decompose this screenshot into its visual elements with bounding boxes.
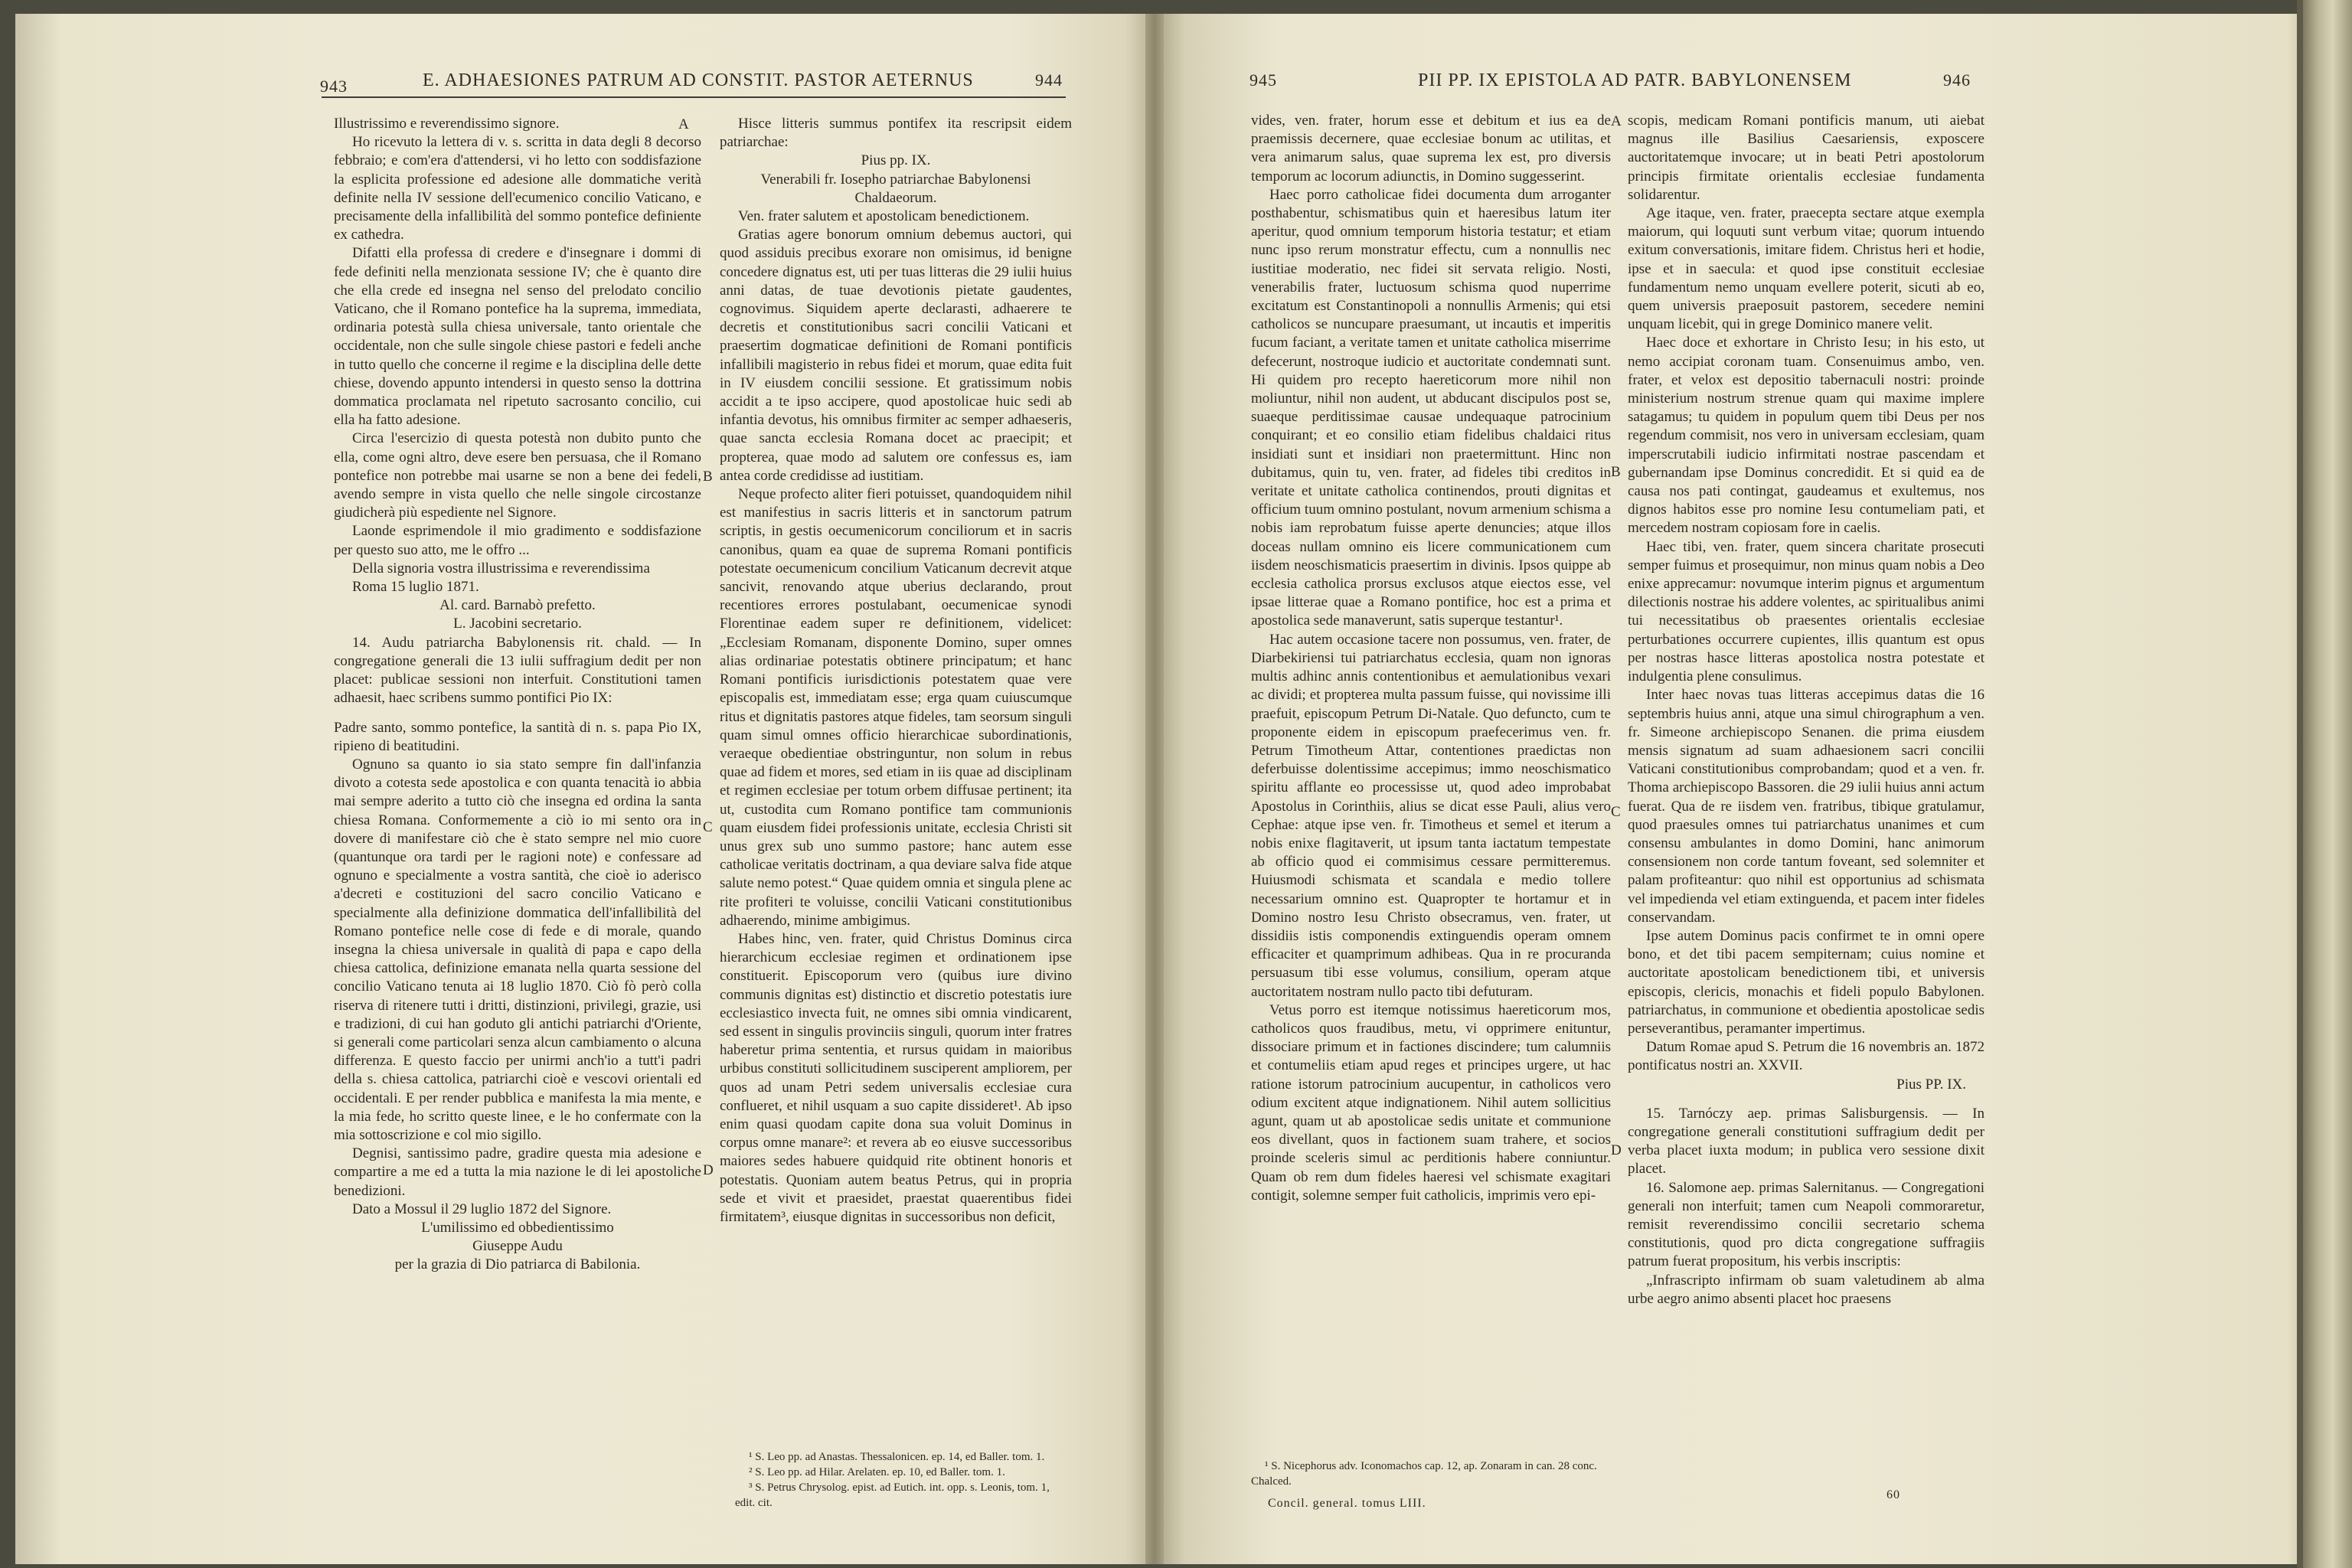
paragraph: vides, ven. frater, horum esse et debitum et ius ea de praemissis decernere, quae ecclesiae bonum ac utilitas, et vera animarum salus, quae suprema lex est, pro diversis temporum ac locorum adiunctis, in Domino suggesserint. — [1251, 113, 1611, 185]
page-edge-shadow — [2297, 0, 2303, 1568]
book-gutter — [1145, 14, 1164, 1564]
date-line: Dato a Mossul il 29 luglio 1872 del Signore. — [352, 1200, 612, 1217]
paragraph: Circa l'esercizio di questa potestà non dubito punto che ella, come ogni altro, deve esere ben persuasa, che il Romano pontefice non potrebbe mai usarne se non a bene dei fedeli, avendo sempre in vista quello che nelle singole circostanze giudicherà più espediente nel Signore. — [334, 430, 701, 521]
salutation: Illustrissimo e reverendissimo signore. — [334, 116, 560, 132]
section-16: 16. Salomone aep. primas Salernitanus. — Congregationi generali non interfuit; tamen cum Neapoli commoraretur, remisit reverendissimo concilii secretario schema constitutionis, quod pro dicta congregatione suffragiis patrum fuerat propositum, his verbis inscriptis: — [1628, 1179, 1984, 1270]
closing-line: L'umilissimo ed obbedientissimo — [421, 1219, 614, 1236]
margin-letter-a: A — [1611, 113, 1622, 129]
page-number-944: 944 — [1035, 70, 1063, 90]
paragraph: Ognuno sa quanto io sia stato sempre fin dall'infanzia divoto a cotesta sede apostolica e con quanta tenacità io abbia mai sempre aderito a tutto ciò che insegna ed ordina la santa chiesa Romana. Conformemente a ciò io mi sento ora in dovere di manifestare ciò che è stato sempre nel mio cuore (quantunque ora tardi per le ragioni note) e confessare ad ognuno e specialmente a vostra santità, che cioè io aderisco a'decreti e costituzioni del sacro concilio Vaticano e specialmente alla definizione dommatica dell'infallibilità del Romano pontefice nelle cose di fede e di morale, quando insegna la chiesa universale in qualità di papa e capo della chiesa cattolica, definizione emanata nella quarta sessione del concilio Vaticano tenuta ai 18 luglio 1870. Ciò fò però colla riserva di ritenere tutti i dritti, distinzioni, privilegi, grazie, usi e tradizioni, di cui han goduto gli antichi patriarchi d'Oriente, si generali come particolari senza alcun cambiamento o alcuna differenza. E questo faccio per unirmi anch'io a tutt'i padri della s. chiesa cattolica, patriarchi cioè e vescovi orientali ed occidentali. E per render pubblica e manifesta la mia mente, e la mia fede, ho scritto queste linee, e le ho confermate con la mia sottoscrizione e col mio sigillo. — [334, 756, 701, 1143]
margin-letter-c: C — [703, 819, 713, 835]
section-14: 14. Audu patriarcha Babylonensis rit. chald. — In congregatione generali die 13 iulii suffragium dedit per non placet: publicae sessioni non interfuit. Constitutioni tamen adhaesit, haec scribens summo pontifici Pio IX: — [334, 634, 701, 707]
margin-letter-d: D — [1611, 1142, 1622, 1158]
papal-name: Pius pp. IX. — [861, 152, 931, 169]
paragraph: Hisce litteris summus pontifex ita rescripsit eidem patriarchae: — [720, 116, 1072, 151]
signatory-name: Giuseppe Audu — [472, 1238, 563, 1255]
left-page-column-2 — [720, 115, 1072, 1227]
paragraph: scopis, medicam Romani pontificis manum, uti aiebat magnus ille Basilius Caesariensis, exposcere auctoritatemque invocare; ut in beati Petri apostolorum principis firmitate orientalis ecclesiae fundamenta solidarentur. — [1628, 113, 1984, 203]
footnotes-right — [1251, 1459, 1611, 1489]
margin-letter-b: B — [1611, 464, 1621, 480]
page-number-945: 945 — [1250, 70, 1277, 90]
sheet-number: 60 — [1886, 1488, 1900, 1501]
date-line: Roma 15 luglio 1871. — [352, 579, 479, 596]
signatory: L. Jacobini secretario. — [453, 616, 582, 632]
paragraph: Haec tibi, ven. frater, quem sincera charitate prosecuti semper fuimus et prosequimur, non minus quam nobis a Deo enixe apprecamur: novumque interim pignus et argumentum dilectionis nostrae his addere volentes, ac spiritualibus animi tui necessitatibus ob praesentes orientalis ecclesiae perturbationes occurrere cupientes, illis quantum est opus per nostras hasce litteras apostolica nostra potestate et indulgentia plene consulimus. — [1628, 538, 1984, 685]
paragraph: Difatti ella professa di credere e d'insegnare i dommi di fede definiti nella menzionata sessione IV; che è quanto dire che ella crede ed insegna nel senso del prelodato concilio Vaticano, che il Romano pontefice ha la suprema, immediata, ordinaria potestà sulla chiesa universale, tanto orientale che occidentale, non che sulle singole chiese pastori e fedeli anche in tutto quello che concerne il regime e la disciplina delle dette chiese, dovendo appunto intendersi in questo senso la dottrina dommatica proclamata nel ripetuto sacrosanto concilio, cui ella ha fatto adesione. — [334, 245, 701, 429]
running-head-right: PII PP. IX EPISTOLA AD PATR. BABYLONENSEM — [1418, 70, 1852, 90]
page-number-946: 946 — [1943, 70, 1971, 90]
date-line: Datum Romae apud S. Petrum die 16 novembris an. 1872 pontificatus nostri an. XXVII. — [1628, 1039, 1984, 1074]
page-number-943: 943 — [320, 77, 348, 96]
paragraph: Age itaque, ven. frater, praecepta sectare atque exempla maiorum, qui loquuti sunt verbum vitae; quorum intuendo exitum conversationis, imitare fidem. Christus heri et hodie, ipse et in saecula: et quod ipse constituit ecclesiae fundamentum nemo unquam evellere poterit, sicuti ab eo, quem universis praeposuit pastorem, secedere nemini unquam licebit, qui in grege Dominico manere velit. — [1628, 205, 1984, 333]
page-block-edge — [2303, 0, 2352, 1568]
papal-signature: Pius PP. IX. — [1896, 1076, 1966, 1093]
address-line: Padre santo, sommo pontefice, la santità di n. s. papa Pio IX, ripieno di beatitudini. — [334, 719, 701, 754]
footnotes-left — [735, 1449, 1072, 1511]
footnote: ¹ S. Leo pp. ad Anastas. Thessalonicen. ep. 14, ed Baller. tom. 1. — [749, 1451, 1045, 1463]
section-15: 15. Tarnóczy aep. primas Salisburgensis. — In congregatione generali constitutioni suffragium dedit per verba placet iuxta modum; in publica vero sessione dixit placet. — [1628, 1105, 1984, 1178]
paragraph: Habes hinc, ven. frater, quid Christus Dominus circa hierarchicum ecclesiae regimen et ordinationem ipse constituerit. Episcoporum vero (quibus iure divino communis dignitas est) distinctio et discretio potestatis iure ecclesiastico invecta fuit, ne omnes sibi omnia vindicarent, sed essent in singulis provinciis singuli, quorum inter fratres haberetur prima sententia, et rursus quidam in maioribus urbibus constituti sollicitudinem susciperent ampliorem, per quos ad unam Petri sedem universalis ecclesiae cura conflueret, et nihil usquam a suo capite dissideret¹. Ab ipso enim quasi quodam capite dona sua voluit Dominus in corpus omne manare²: et revera ab eo eiusve successoribus maiores sedes habuere quidquid rite obtinent honoris et potestatis. Quoniam autem beatus Petrus, qui in propria sede et vivit et praesidet, praestat quaerentibus fidei firmitatem³, eiusque dignitas in successoribus non deficit, — [720, 930, 1072, 1225]
paragraph: Vetus porro est itemque notissimus haereticorum mos, catholicos quos fraudibus, metu, vi opprimere enituntur, dissociare primum et in factiones discindere; tum calumniis et contumeliis etiam apud reges et principes urgere, ut hac ratione istorum patrocinium aucupentur, in catholicos vero odium excitent atque indignationem. Nihil autem sollicitius agunt, quam ut ab apostolicae sedis unitate et communione eos divellant, quos in factionem suam trahere, et socios proinde sceleris simul ac perditionis habere conniuntur. Quam ob rem dum fideles haeresi vel schismate exagitari contigit, solemne semper fuit catholicis, imprimis vero epi- — [1251, 1001, 1611, 1204]
signatory-title: per la grazia di Dio patriarca di Babilonia. — [394, 1256, 641, 1273]
paragraph: Laonde esprimendole il mio gradimento e soddisfazione per questo suo atto, me le offro ... — [334, 523, 701, 558]
paragraph: Ho ricevuto la lettera di v. s. scritta in data degli 8 decorso febbraio; e com'era d'attendersi, vi ho letto con soddisfazione la esplicita professione ed adesione alle dommatiche verità definite nella IV sessione dell'ecumenico concilio Vaticano, e precisamente della infallibilità del sommo pontefice definiente ex cathedra. — [334, 134, 701, 243]
greeting: Ven. frater salutem et apostolicam benedictionem. — [738, 208, 1030, 225]
left-page-column-1 — [334, 115, 701, 1275]
paragraph: Hac autem occasione tacere non possumus, ven. frater, de Diarbekiriensi tui patriarchatus ecclesia, quam non ignoras multis adhinc annis contentionibus et aemulationibus vexari ac dividi; et propterea multa passum fuisse, qui novissime illi praefuit, episcopum Petrum Di-Natale. Quo defuncto, cum te proponente eidem in episcopum praefecerimus ven. fr. Petrum Timotheum Attar, contentiones praedictas non deferbuisse dolentissime accepimus; immo neoschismatico spiritu afflante eo processisse ut, quod adeo improbabat Apostolus in Corinthiis, alius se dicat esse Pauli, alius vero Cephae: atque ipse ven. fr. Timotheus et semel et iterum a nobis enixe flagitaverit, ut ipsum tanta iactatum tempestate ab officio quod ei commisimus cessare permitteremus. Huiusmodi schismata et scandala e medio tollere necessarium omnino est. Quapropter te hortamur et in Domino nostro Iesu Christo obsecramus, ven. frater, ut dissidiis istis componendis extinguendis operam omnem efficaciter et quamprimum adhibeas. Qua in re procuranda persuasum tibi esse volumus, consilium, operam atque auctoritatem nostram nullo pacto tibi defuturam. — [1251, 631, 1611, 1000]
paragraph: Gratias agere bonorum omnium debemus auctori, qui quod assiduis precibus exorare non omisimus, id benigne concedere dignatus est, uti per tuas litteras die 29 iulii huius anni datas, de tuae devotionis pietate gaudentes, cognovimus. Siquidem aperte declarasti, adhaerere te decretis et constitutionibus sacri concilii Vaticani et praesertim dogmaticae definitioni de Romani pontificis infallibili magisterio in rebus fidei et morum, quae edita fuit in IV eiusdem concilii sessione. Et gratissimum nobis accidit a te ipso accipere, quod apostolicae huic sedi ab infantia devotus, his omnibus firmiter ac semper adhaeseris, quae sancta ecclesia Romana docet ac praecipit; et propterea, quae modo ad salutem ore confessus es, iam antea corde credidisse ad iustitiam. — [720, 227, 1072, 484]
right-page-column-2 — [1628, 112, 1984, 1308]
footnote: ³ S. Petrus Chrysolog. epist. ad Eutich. int. opp. s. Leonis, tom. 1, edit. cit. — [735, 1481, 1050, 1509]
margin-letter-d: D — [703, 1162, 714, 1178]
paragraph: „Infrascripto infirmam ob suam valetudinem ab alma urbe aegro animo absenti placet hoc praesens — [1628, 1272, 1984, 1307]
paragraph: Ipse autem Dominus pacis confirmet te in omni opere bono, et det tibi pacem sempiternam; cuius nomine et auctoritate apostolicam benedictionem tibi, et universis episcopis, clericis, monachis et fideli populo Babylonen. patriarchatus, in communione et obedientia apostolicae sedis perseverantibus, peramanter impertimus. — [1628, 927, 1984, 1037]
paragraph: Neque profecto aliter fieri potuisset, quandoquidem nihil est manifestius in sacris litteris et in sanctorum patrum scriptis, in gestis oecumenicorum conciliorum et in sacris canonibus, quam ea quae de suprema Romani pontificis potestate oecumenicum concilium Vaticanum decrevit atque sancivit, renovando atque uberius declarando, prout recentiores errores postulabant, oecumenicae synodi Florentinae eadem super re definitionem, videlicet: „Ecclesiam Romanam, disponente Domino, super omnes alias ordinariae potestatis obtinere principatum; et hanc Romani pontificis iurisdictionis potestatem quae vere episcopalis est, immediatam esse; erga quam cuiuscumque ritus et dignitatis pastores atque fideles, tam seorsum singuli quam simul omnes officio hierarchicae subordinationis, veraeque obedientiae obstringuntur, non solum in rebus quae ad fidem et mores, sed etiam in iis quae ad disciplinam et regimen ecclesiae per totum orbem diffusae pertinent; ita ut, custodita cum Romano pontifice tam communionis quam eiusdem fidei professionis unitate, ecclesia Christi sit unus grex sub uno summo pastore; hanc autem esse catholicae veritatis doctrinam, a qua deviare salva fide atque salute nemo potest.“ Quae quidem omnia et singula plene ac rite profiteri te voluisse, concilii Vaticani constitutionibus adhaerendo, minime ambigimus. — [720, 486, 1072, 929]
margin-letter-c: C — [1611, 804, 1621, 820]
signature-mark: Concil. general. tomus LIII. — [1268, 1497, 1426, 1510]
paragraph: Della signoria vostra illustrissima e reverendissima — [352, 560, 650, 577]
paragraph: Degnisi, santissimo padre, gradire questa mia adesione e compartire a me ed a tutta la mia nazione le di lei apostoliche benedizioni. — [334, 1145, 701, 1199]
paragraph: Inter haec novas tuas litteras accepimus datas die 16 septembris huius anni, atque una simul chirographum a ven. fr. Simeone archiepiscopo Senanen. die prima eiusdem mensis signatum ad suam adhaesionem sacri concilii Vaticani constitutionibus comprobandam; quod et a ven. fr. Thoma archiepiscopo Bassoren. die 29 iulii huius anni actum fuerat. Qua de re iisdem ven. fratribus, tibique gratulamur, quod praesules omnes tui patriarchatus unanimes et cum consensu ambulantes in domo Domini, hanc animorum consensionem non corde tantum foveant, sed solemniter et palam profiteantur: quo nihil est opportunius ad schismata vel impedienda vel etiam extinguenda, et pacem inter fideles conservandam. — [1628, 687, 1984, 926]
running-head-left: E. ADHAESIONES PATRUM AD CONSTIT. PASTOR AETERNUS — [423, 70, 974, 90]
footnote: ² S. Leo pp. ad Hilar. Arelaten. ep. 10, ed Baller. tom. 1. — [749, 1466, 1005, 1478]
margin-letter-b: B — [703, 469, 713, 485]
addressee: Venerabili fr. Iosepho patriarchae Babylonensi Chaldaeorum. — [760, 171, 1031, 206]
signatory: Al. card. Barnabò prefetto. — [439, 597, 596, 614]
margin-letter-a: A — [678, 116, 689, 132]
right-page-column-1 — [1251, 112, 1611, 1205]
head-rule-left — [322, 96, 1066, 98]
paragraph: Haec porro catholicae fidei documenta dum arroganter posthabentur, schismatibus quin et haeresibus latum iter aperitur, quod omnium temporum historia testatur; et etiam nunc ipso rerum monstratur effectu, cum a nonnullis nec iustitiae moderatio, nec fidei sit servata religio. Nosti, venerabilis frater, luctuosum schisma quod nuperrime excitatum est Constantinopoli a nonnullis Armenis; qui etsi catholicos se nuncupare praesumant, ut incautis et imperitis fucum faciant, a veritate tamen et unitate catholica miserrime defecerunt, nostroque iudicio et auctoritate condemnati sunt. Hi quidem pro recepto haereticorum more nihil non moliuntur, nihil non audent, ut abducant discipulos post se, suaeque perditissimae causae undequaque patrocinium conquirant; et eo consilio etiam fidelibus chaldaici ritus insidiati sunt et insidiari non praetermittunt. Hinc non dubitamus, quin tu, ven. frater, ad fideles tibi creditos in veritate et unitate catholica continendos, prouti dignitas et officium tuum omnino postulant, novum armenium schisma a nobis iam reprobatum fuisse aperte denuncies; atque illos doceas nullam omnino eis licere communicationem cum iisdem neoschismaticis praesertim in divinis. Ipsos quippe ab ecclesia catholica prorsus exclusos atque eiectos esse, vel ipsae litterae quae a Romano pontifice, hoc est a prima et apostolica sede manaverunt, satis superque testantur¹. — [1251, 186, 1611, 629]
paragraph: Haec doce et exhortare in Christo Iesu; in his esto, ut nemo accipiat coronam tuam. Consenuimus ambo, ven. frater, et velox est depositio tabernaculi nostri: proinde ministerium nostrum strenue quam qui maxime implere satagamus; tu quidem in populum quem tibi Deus per nos regendum commisit, nos vero in universam ecclesiam, quam imperscrutabili iudicio infirmitati nostrae pascendam et gubernandam ipse Dominus concredidit. Et si quid ea de causa nos pati contingat, gaudeamus et exultemus, nos dignos habitos esse pro nomine Iesu contumeliam pati, et mercedem nostram copiosam fore in caelis. — [1628, 335, 1984, 537]
footnote: ¹ S. Nicephorus adv. Iconomachos cap. 12, ap. Zonaram in can. 28 conc. Chalced. — [1251, 1460, 1597, 1488]
